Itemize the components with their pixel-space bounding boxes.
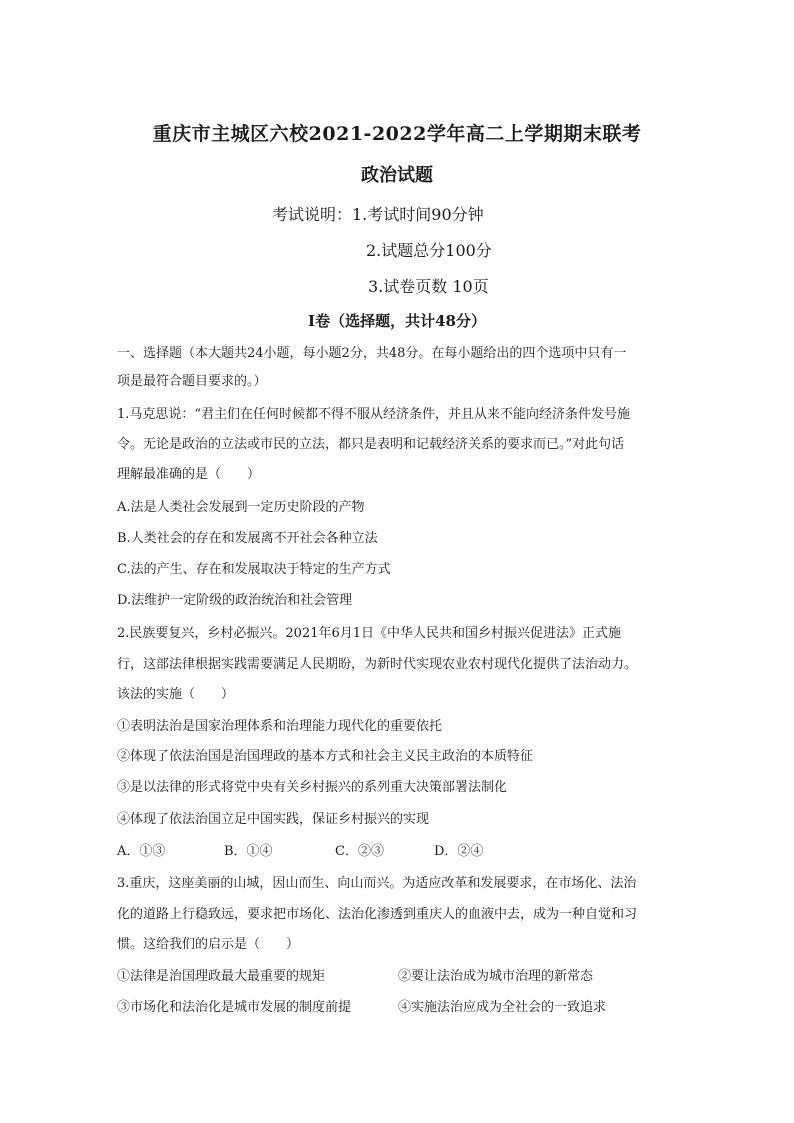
section-intro-line: 项是最符合题目要求的。） [117, 374, 267, 389]
question-3-item: ③市场化和法治化是城市发展的制度前提 [117, 1000, 352, 1015]
question-1-option-b: B.人类社会的存在和发展离不开社会各种立法 [117, 531, 378, 546]
question-3-stem: 惯。这给我们的启示是（ ） [117, 937, 300, 952]
question-2-item: ④体现了依法治国立足中国实践，保证乡村振兴的实现 [117, 812, 430, 827]
question-1-stem: 1.马克思说：“君主们在任何时候都不得不服从经济条件，并且从来不能向经济条件发号施 [117, 407, 631, 422]
question-1-option-c: C.法的产生、存在和发展取决于特定的生产方式 [117, 562, 391, 577]
question-3-stem: 3.重庆，这座美丽的山城，因山而生、向山而兴。为适应改革和发展要求，在市场化、法治 [117, 876, 637, 891]
exam-title: 重庆市主城区六校2021-2022学年高二上学期期末联考 [152, 123, 642, 145]
question-3-stem: 化的道路上行稳致远，要求把市场化、法治化渗透到重庆人的血液中去，成为一种自觉和习 [117, 907, 638, 922]
question-3-item: ④实施法治应成为全社会的一致追求 [398, 1000, 607, 1015]
question-2-item: ③是以法律的形式将党中央有关乡村振兴的系列重大决策部署法制化 [117, 780, 508, 795]
question-3-item: ②要让法治成为城市治理的新常态 [398, 969, 594, 984]
section-intro-line: 一、选择题（本大题共24小题，每小题2分，共48分。在每小题给出的四个选项中只有一 [117, 346, 627, 361]
section-heading: Ⅰ卷（选择题，共计48分） [308, 312, 486, 330]
question-2-item: ②体现了依法治国是治国理政的基本方式和社会主义民主政治的本质特征 [117, 749, 534, 764]
question-1-option-d: D.法维护一定阶级的政治统治和社会管理 [117, 593, 353, 608]
question-2-choice-c: C．②③ [335, 844, 384, 859]
exam-note-3: 3.试卷页数 10页 [368, 277, 489, 296]
question-3-item: ①法律是治国理政最大最重要的规矩 [117, 969, 326, 984]
question-2-stem: 行，这部法律根据实践需要满足人民期盼，为新时代实现农业农村现代化提供了法治动力。 [117, 657, 638, 672]
exam-subtitle: 政治试题 [361, 165, 433, 186]
question-2-stem: 2.民族要复兴，乡村必振兴。2021年6月1日《中华人民共和国乡村振兴促进法》正式施 [117, 626, 622, 641]
question-2-choice-d: D．②④ [434, 844, 484, 859]
exam-note-2: 2.试题总分100分 [366, 241, 492, 260]
question-2-stem: 该法的实施（ ） [117, 687, 235, 702]
question-1-stem: 令。无论是政治的立法或市民的立法，都只是表明和记载经济关系的要求而已。”对此句话 [117, 437, 625, 452]
question-1-stem: 理解最准确的是（ ） [117, 467, 261, 482]
exam-note-1: 考试说明：1.考试时间90分钟 [272, 205, 484, 224]
question-2-item: ①表明法治是国家治理体系和治理能力现代化的重要依托 [117, 719, 443, 734]
question-2-choice-b: B．①④ [224, 844, 273, 859]
question-1-option-a: A.法是人类社会发展到一定历史阶段的产物 [117, 500, 365, 515]
question-2-choice-a: A．①③ [117, 844, 166, 859]
